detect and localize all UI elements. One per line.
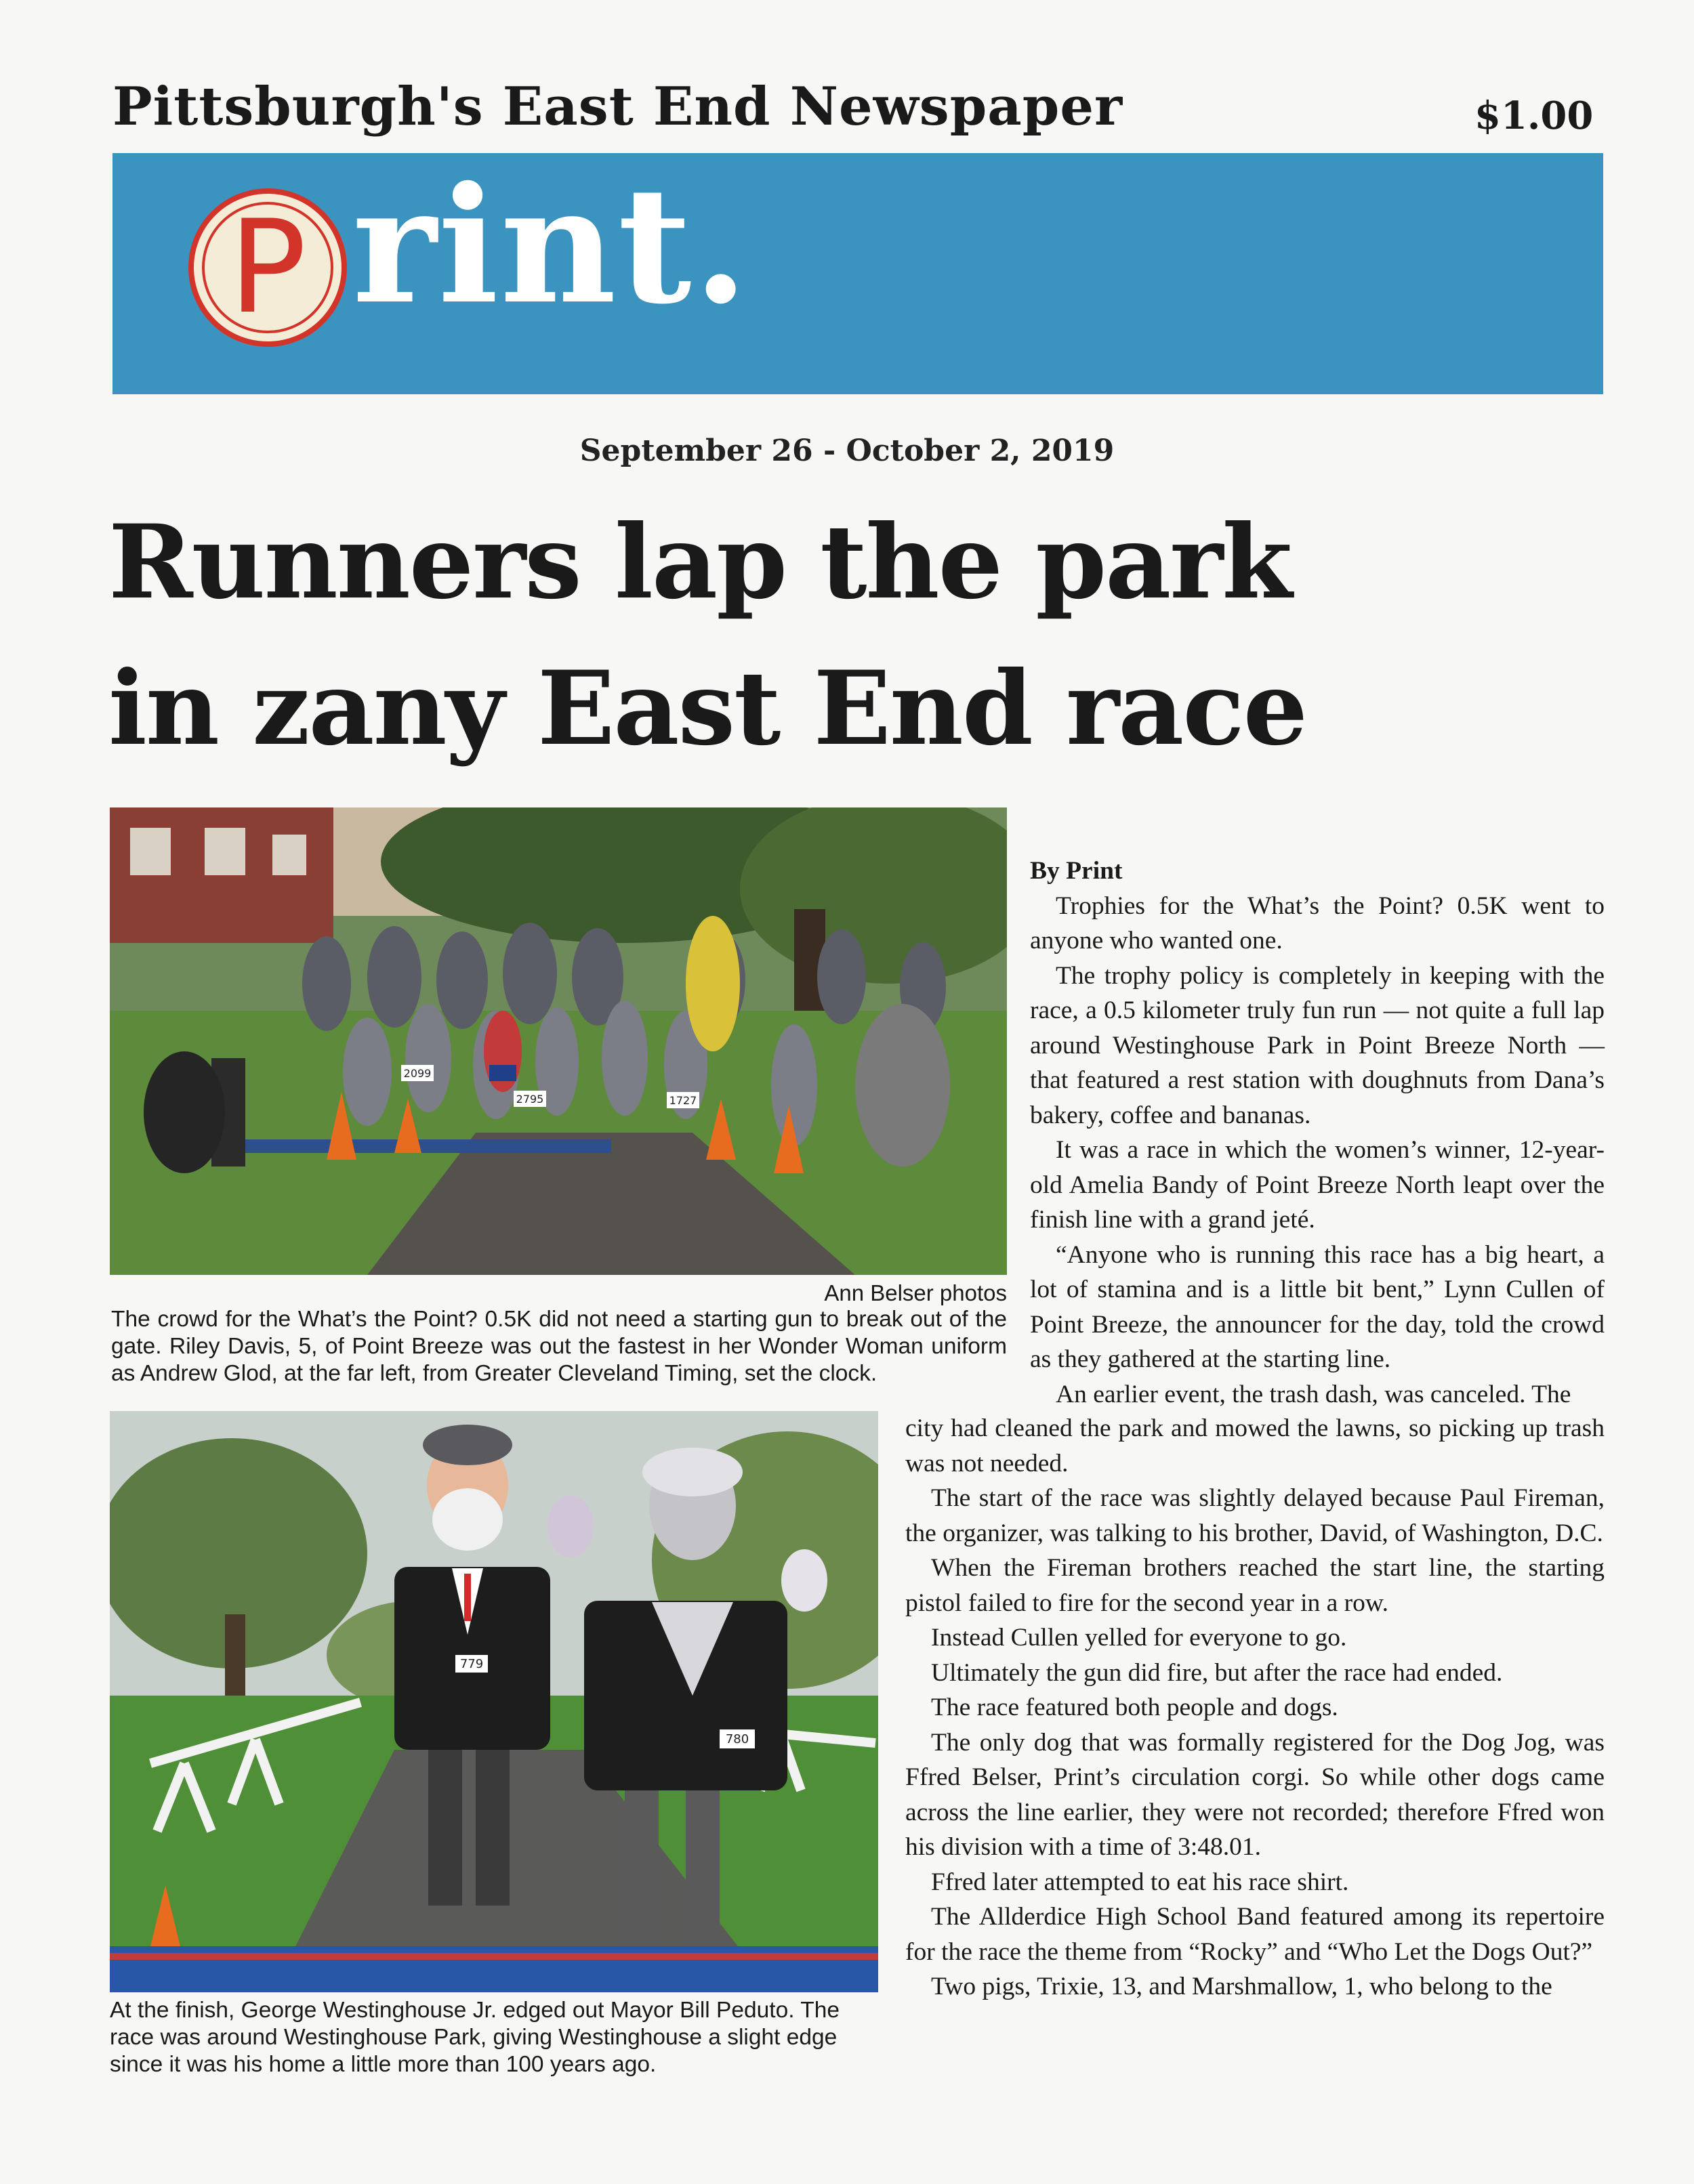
race-start-caption: The crowd for the What’s the Point? 0.5K did not need a starting gun to break out of the gate. Riley Davis, 5, of Point Breeze was out the fastest in her Wonder Woman uniform as Andrew Glod, at the far left, from Greater Cleveland Timing, set the clock. bbox=[111, 1307, 1007, 1386]
paragraph: The trophy policy is completely in keeping with the race, a 0.5 kilometer truly fun run — not quite a full lap around Westinghouse Park in Point Breeze North — that featured a rest station with doughnuts from Dana’s bakery, coffee and bananas. bbox=[1030, 961, 1605, 1129]
bib-number: 779 bbox=[459, 1657, 484, 1671]
logo-wordmark: rint. bbox=[352, 151, 750, 339]
bib-number: 780 bbox=[725, 1732, 749, 1746]
masthead-banner bbox=[112, 153, 1603, 394]
paragraph: Instead Cullen yelled for everyone to go. bbox=[931, 1624, 1347, 1652]
paragraph: When the Fireman brothers reached the start line, the starting pistol failed to fire for the second year in a row. bbox=[905, 1554, 1605, 1617]
newspaper-tagline: Pittsburgh's East End Newspaper bbox=[112, 76, 1123, 138]
article-wide-column bbox=[905, 1411, 1605, 2004]
paragraph: “Anyone who is running this race has a big heart, a lot of stamina and is a little bit bent,” Lynn Cullen of Point Breeze, the announcer for the day, told the crowd as they gathered at the starting line. bbox=[1030, 1240, 1605, 1373]
paragraph: The Allderdice High School Band featured among its repertoire for the race the theme from “Rocky” and “Who Let the Dogs Out?” bbox=[905, 1903, 1605, 1966]
paragraph: The only dog that was formally registered for the Dog Jog, was Ffred Belser, Print’s circulation corgi. So while other dogs came across the line earlier, they were not recorded; therefore Ffred won his division with a time of 3:48.01. bbox=[905, 1728, 1605, 1861]
paragraph: Two pigs, Trixie, 13, and Marshmallow, 1, who belong to the bbox=[931, 1973, 1552, 2000]
paragraph: The race featured both people and dogs. bbox=[931, 1694, 1338, 1721]
logo-initial: P bbox=[202, 202, 333, 333]
paragraph: The start of the race was slightly delayed because Paul Fireman, the organizer, was talking to his brother, David, of Washington, D.C. bbox=[905, 1484, 1605, 1547]
finish-mascots-photo bbox=[110, 1411, 878, 1992]
cover-price: $1.00 bbox=[1474, 93, 1594, 138]
logo-p-circle-icon bbox=[188, 188, 347, 347]
paragraph: Trophies for the What’s the Point? 0.5K went to anyone who wanted one. bbox=[1030, 891, 1605, 954]
headline-line-1: Runners lap the park bbox=[108, 503, 1292, 622]
paragraph: city had cleaned the park and mowed the lawns, so picking up trash was not needed. bbox=[905, 1414, 1605, 1477]
bib-number: 1727 bbox=[669, 1094, 697, 1107]
race-start-photo bbox=[110, 807, 1007, 1275]
paragraph: Ultimately the gun did fire, but after the race had ended. bbox=[931, 1658, 1503, 1687]
paragraph: It was a race in which the women’s winner, 12-year-old Amelia Bandy of Point Breeze North leapt over the finish line with a grand jeté. bbox=[1030, 1136, 1605, 1234]
photo-credit: Ann Belser photos bbox=[824, 1280, 1007, 1305]
paragraph: An earlier event, the trash dash, was canceled. The bbox=[1056, 1380, 1571, 1408]
finish-caption: At the finish, George Westinghouse Jr. edged out Mayor Bill Peduto. The race was around Westinghouse Park, giving Westinghouse a slight edge since it was his home a little more than 100 years ago. bbox=[110, 1998, 840, 2077]
byline: By Print bbox=[1030, 857, 1123, 885]
paragraph: Ffred later attempted to eat his race shirt. bbox=[931, 1868, 1349, 1896]
bib-number: 2795 bbox=[516, 1093, 544, 1106]
bib-number: 2099 bbox=[403, 1067, 432, 1080]
article-top-column bbox=[1030, 854, 1605, 1412]
issue-date: September 26 - October 2, 2019 bbox=[579, 434, 1115, 468]
headline-line-2: in zany East End race bbox=[108, 649, 1307, 768]
